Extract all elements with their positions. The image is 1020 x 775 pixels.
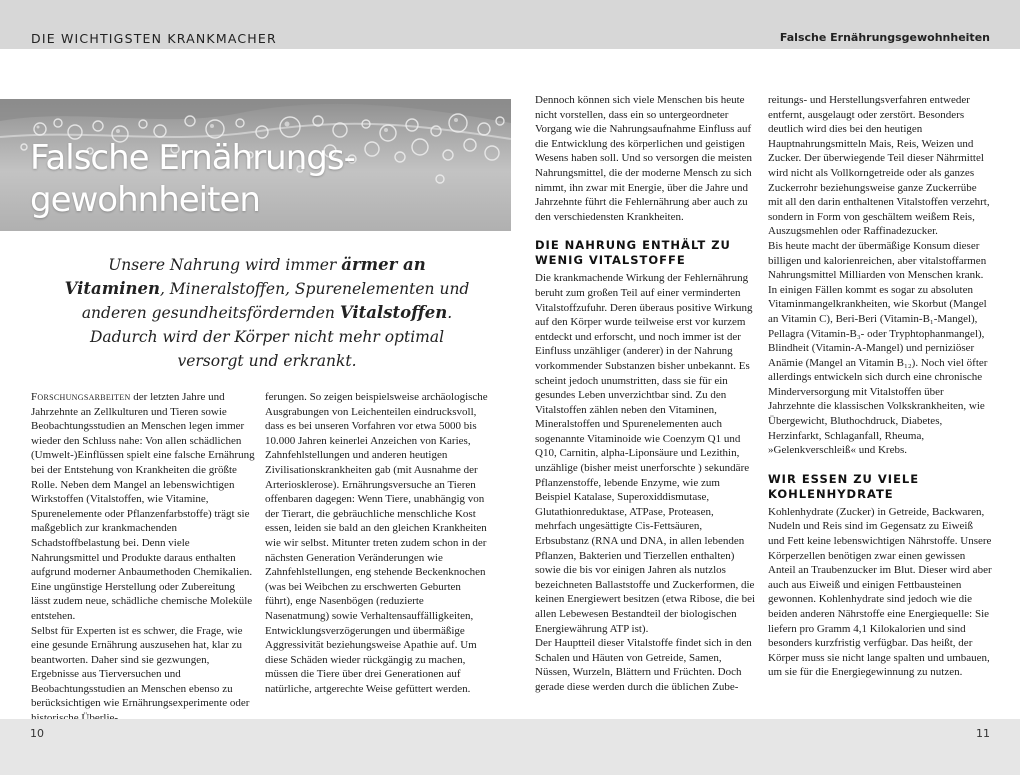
column-1-paragraph-2: Selbst für Experten ist es schwer, die Frage, wie eine gesunde Ernährung auszusehen hat, klar zu beantworten. Daher sind sie gezwungen, Ergebnisse aus Tierversuchen und Beobachtungsstudien an Menschen ebenso zu berücksichtigen wie Ernährungsexperimente oder bbox=[31, 624, 250, 710]
running-head-right: Falsche Ernährungsgewohnheiten bbox=[779, 31, 990, 44]
intro-emphasis-1: ärmer an Vitaminen bbox=[64, 255, 426, 298]
intro-paragraph bbox=[62, 253, 472, 373]
chapter-title bbox=[30, 137, 490, 221]
chapter-title-line-1: Falsche Ernährungs- bbox=[30, 138, 355, 178]
column-4-paragraph-2: Bis heute macht der übermäßige Konsum dieser billigen und kalorienreichen, aber vitalstoffarmen Nahrungsmittel Milliarden von Menschen krank. In einigen Fällen kommt es sogar zu absoluten Vitaminmangelkrankheiten, wie Skorbut (Mangel an Vitamin C), Beri-Beri (Vitamin-B₁-Mangel), Pellagra (Vitamin-B₃- oder Tryphtophanmangel), Blindheit (Vitamin-A-Mangel) und perniziöser Anämie (Mangel an Vitamin B₁₂). Noch viel öfter allerdings entwickeln sich durch eine chronische Minderversorgung mit Vitalstoffen über Jahrzehnte die klassischen Volkskrankheiten, wie Übergewicht, Bluthochdruck, Diabetes, Herzinfarkt, Schlaganfall, Rheuma, »Gelenkverschleiß« und Krebs. bbox=[768, 239, 988, 457]
column-1-text: der letzten Jahre und Jahrzehnte an Zellkulturen und Tieren sowie Beobachtungsstudien an Menschen legen immer wieder den Schluss nahe: Von allen schädlichen (Umwelt-)Einflüssen spielt eine falsche Ernährung bei der Entstehung von Krankheiten die größte Rolle. Neben dem Mangel an lebenswichtigen Wirkstoffen (Vitalstoffen, wie Vitamine, Spurenelemente oder Pflanzenfarbstoffe) trägt sie maßgeblich zur krankmachenden Schadstoffbelastung bei. Denn viele Nahrungsmittel und Produkte daraus enthalten aufgrund moderner Anbaumethoden Chemikalien. Eine ungünstige Herstellung oder Zubereitung lässt zudem neue, schädliche chemische Moleküle entstehen. bbox=[31, 391, 255, 622]
right-header-bar bbox=[511, 0, 1020, 49]
text-column-2 bbox=[265, 390, 489, 696]
intro-text-1: Unsere Nahrung wird immer bbox=[108, 256, 342, 274]
column-3-paragraph-1: Dennoch können sich viele Menschen bis heute nicht vorstellen, dass ein so untergeordneter Vorgang wie die Nahrungsaufnahme Einfluss auf die Entwicklung des körperlichen und geistigen Wesens haben soll. Und so versorgen die meisten Nahrungsmittel, die der moderne Mensch zu sich nimmt, ihn zwar mit Energie, über die Jahre und Jahrzehnte führt die Fehlernährung aber auch zu den verschiedensten Krankheiten. bbox=[535, 94, 753, 223]
column-1-paragraph-1 bbox=[31, 390, 255, 624]
left-footer-bar bbox=[0, 719, 511, 775]
right-footer-bar bbox=[511, 719, 1020, 775]
left-header-bar bbox=[0, 0, 511, 49]
page-number-left: 10 bbox=[30, 727, 44, 740]
text-column-4 bbox=[768, 93, 992, 680]
intro-emphasis-2: Vitalstoffen bbox=[339, 303, 448, 322]
text-column-3 bbox=[535, 93, 757, 695]
page-number-right: 11 bbox=[976, 727, 990, 740]
section-heading-vitalstoffe: DIE NAHRUNG ENTHÄLT ZU WENIG VITALSTOFFE bbox=[535, 238, 731, 268]
right-page bbox=[511, 0, 1020, 775]
column-2-paragraph-1: ferungen. So zeigen beispielsweise archäologische Ausgrabungen von Leichenteilen eindrucksvoll, dass es bei unseren Vorfahren vor etwa 5000 bis 10.000 Jahren keinerlei Anzeichen von Karies, Zahnfehlstellungen und anderen heutigen Zivilisationskrankheiten gab (mit Ausnahme der Arteriosklerose). Ernährungsversuche an Tieren offenbaren dagegen: Wenn Tiere, unabhängig von der Tierart, die gebräuchliche menschliche Kost essen, leiden sie bald an den gleichen Krankheiten wie wir selbst. Mitunter treten zudem schon in der nächsten Generation Veränderungen wie Zahnfehlstellungen, eng stehende Beckenknochen (was bei Weibchen zu erschwerten Geburten führt), enge Nasenbögen (reduzierte Nasenatmung) sowie Verhaltensauffälligkeiten, Entwicklungsverzögerungen und übermäßige Aggressivität beziehungsweise Apathie auf. Um diese Schäden wieder rückgängig zu machen, müssen die Tiere über drei Generationen auf natürliche, artgerechte Weise gefüttert werden. bbox=[265, 391, 488, 695]
intro-text-2: , Mineralstoffen, Spurenelementen und anderen gesundheitsfördernden bbox=[81, 280, 470, 322]
column-4-paragraph-3: Kohlenhydrate (Zucker) in Getreide, Backwaren, Nudeln und Reis sind im Gegensatz zu Eiweiß und Fett keine lebenswichtigen Nährstoffe. Unsere Körperzellen benötigen zwar einen gewissen Anteil an Traubenzucker im Blut. Dieser wird aber auch aus Eiweiß und einigen Fettbausteinen gewonnen. Kohlenhydrate sind jedoch wie die beiden anderen Nährstoffe eine Energiequelle: Sie liefern pro Gramm 4,1 Kilokalorien und sind besonders kurzfristig verfügbar. Das heißt, der Körper muss sie nicht lange spalten und umbauen, um sie für die Energiegewinnung zu nutzen. bbox=[768, 505, 992, 679]
running-head-left: DIE WICHTIGSTEN KRANKMACHER bbox=[31, 31, 277, 46]
column-4-paragraph-1: reitungs- und Herstellungsverfahren entweder entfernt, ausgelaugt oder zerstört. Besonders deutlich wird dies bei den heutigen Hauptnahrungsmitteln Mais, Reis, Weizen und Zucker. Der überwiegende Teil dieser Nährmittel wird nicht als Vollkorngetreide oder als ganzes Zuckerrohr beziehungsweise ganze Zuckerrübe mit all den darin enthaltenen Vitalstoffen verzehrt, sondern in Form von geschältem weißem Reis, Auszugsmehlen oder Raffinadezucker. bbox=[768, 94, 990, 238]
lead-in-smallcaps: Forschungsarbeiten bbox=[31, 391, 131, 403]
column-3-paragraph-3: Der Hauptteil dieser Vitalstoffe findet sich in den Schalen und Häuten von Getreide, Samen, Nüssen, Wurzeln, Blättern und Früchten. Doch gerade diese werden durch die üblichen Zube- bbox=[535, 637, 752, 693]
text-column-1 bbox=[31, 390, 255, 726]
chapter-title-line-2: gewohnheiten bbox=[30, 180, 260, 220]
section-heading-kohlenhydrate: WIR ESSEN ZU VIELE KOHLENHYDRATE bbox=[768, 471, 920, 501]
intro-text-3: . Dadurch wird der Körper nicht mehr optimal versorgt und erkrankt. bbox=[89, 304, 453, 370]
column-3-paragraph-2: Die krankmachende Wirkung der Fehlernährung beruht zum großen Teil auf einer verminderten Vitalstoffzufuhr. Deren überaus positive Wirkung auf den Körper wurde teilweise erst vor kurzem entdeckt und erforscht, und noch immer ist der Einfluss unzähliger (anderer) in der Nahrung vorkommender Substanzen bisher unbekannt. Es scheint jedoch unumstritten, dass sie für ein gesundes Leben unverzichtbar sind. Zu den Vitalstoffen zählen neben den Vitaminen, Mineralstoffen und Spurenelementen auch sogenannte Vitaminoide wie Coenzym Q1 und Q10, Carnitin, alpha-Liponsäure und Lezithin, unzählige (bisher meist unerforschte ) sekundäre Pflanzenstoffe, lebende Enzyme, wie zum Beispiel Katalase, Superoxiddismutase, Glutathionreduktase, ATPase, Proteasen, mehrfach ungesättigte Cis-Fettsäuren, Erbsubstanz (RNA und DNA, in allen lebenden Pflanzen, Bakterien und Tierzellen enthalten) sowie die bis vor einigen Jahren als nutzlos bezeichneten Ballaststoffe und Zuckerformen, die keinen Energiewert besitzen (etwa Ribose, die bei allen Lebewesen Bestandteil der biologischen Energiewährung ATP ist). bbox=[535, 272, 756, 635]
